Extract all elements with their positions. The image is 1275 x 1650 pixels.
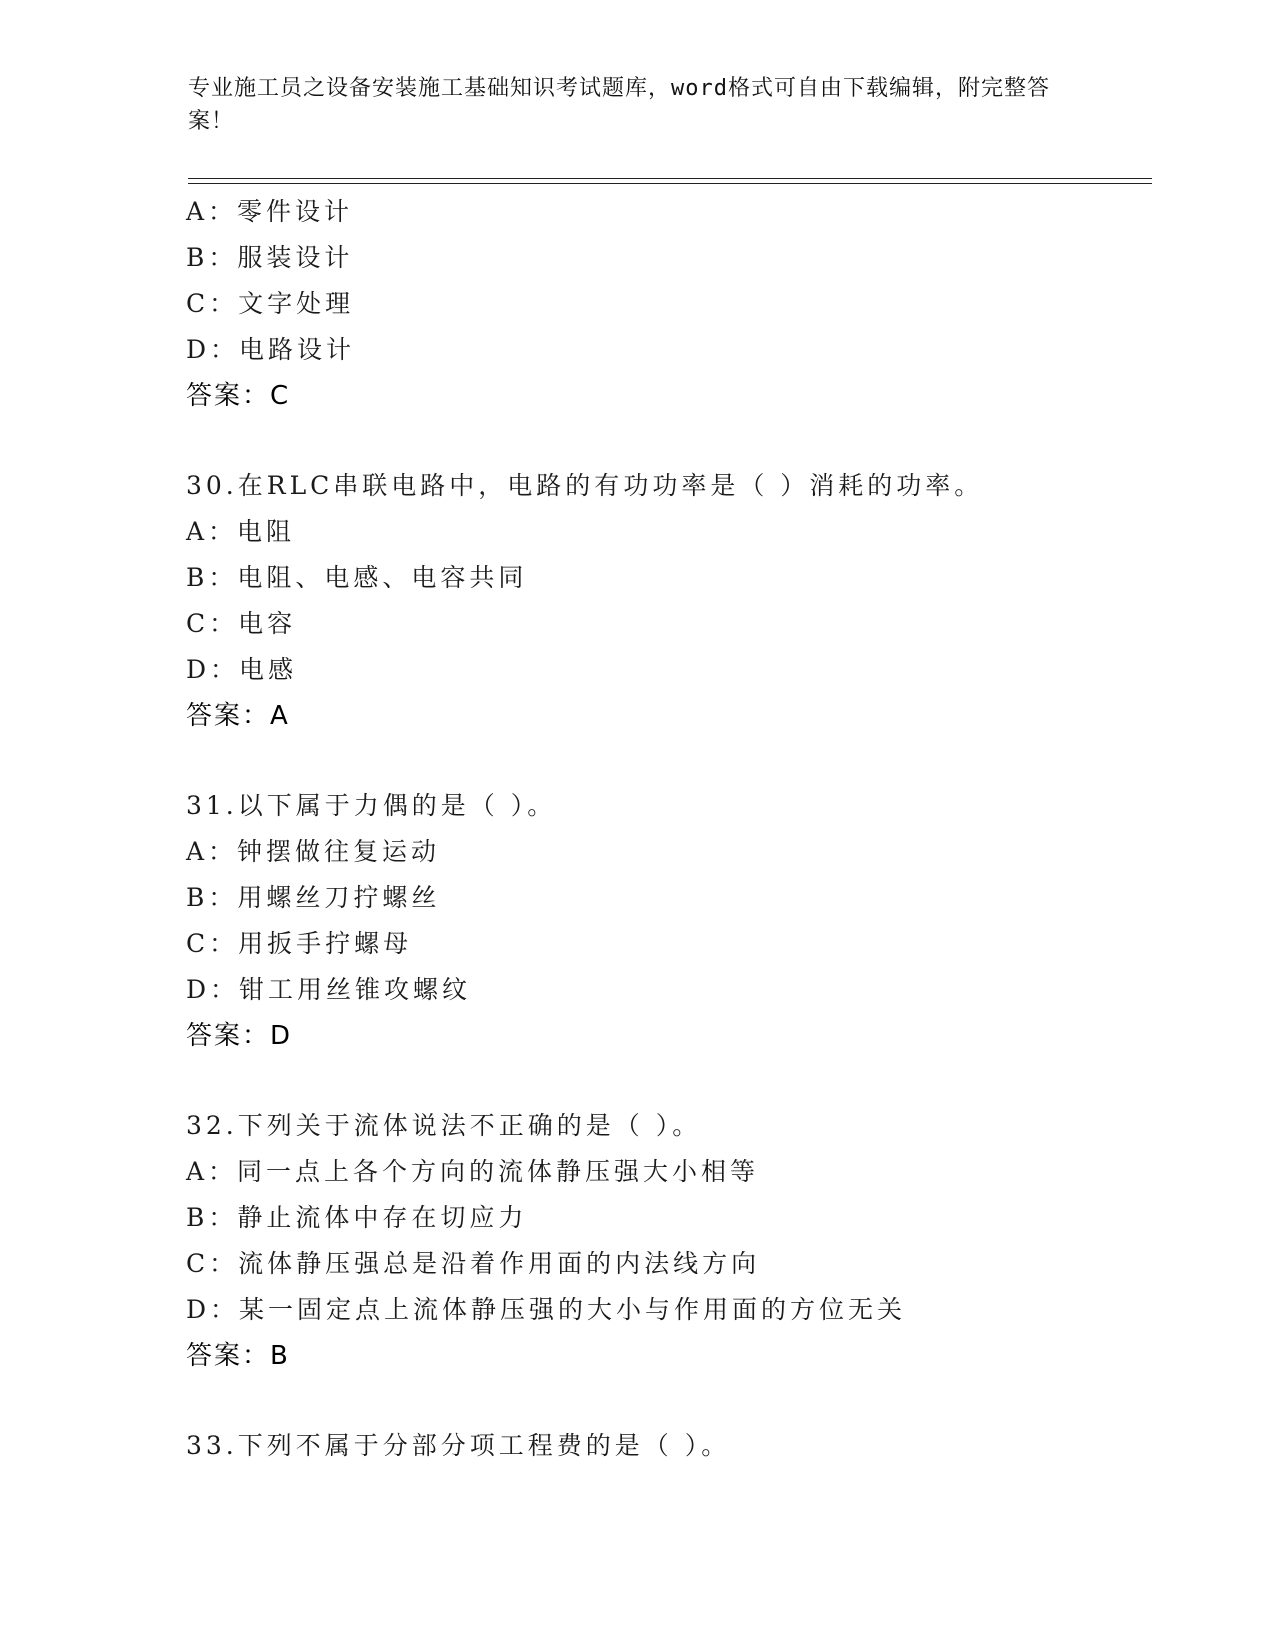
answer-line: 答案：B xyxy=(186,1341,290,1371)
option-a: A：钟摆做往复运动 xyxy=(186,837,441,866)
question-text: 32.下列关于流体说法不正确的是（ ）。 xyxy=(186,1111,702,1140)
option-d: D：电路设计 xyxy=(186,335,356,364)
header-rule-top xyxy=(188,178,1152,179)
option-c: C：用扳手拧螺母 xyxy=(186,929,413,958)
header-rule-bottom xyxy=(188,183,1152,184)
option-d: D：钳工用丝锥攻螺纹 xyxy=(186,975,472,1004)
question-text: 33.下列不属于分部分项工程费的是（ ）。 xyxy=(186,1431,731,1460)
option-b: B：电阻、电感、电容共同 xyxy=(186,563,528,592)
option-b: B：用螺丝刀拧螺丝 xyxy=(186,883,441,912)
option-d: D：电感 xyxy=(186,655,298,684)
option-c: C：流体静压强总是沿着作用面的内法线方向 xyxy=(186,1249,761,1278)
option-b: B：静止流体中存在切应力 xyxy=(186,1203,528,1232)
option-a: A：零件设计 xyxy=(186,197,354,226)
question-block xyxy=(186,1103,1166,1379)
question-block xyxy=(186,1423,1166,1469)
question-text: 30.在RLC串联电路中，电路的有功功率是（ ）消耗的功率。 xyxy=(186,471,984,500)
answer-line: 答案：D xyxy=(186,1021,293,1051)
question-block xyxy=(186,463,1166,739)
question-text: 31.以下属于力偶的是（ ）。 xyxy=(186,791,557,820)
question-block xyxy=(186,783,1166,1059)
document-header: 专业施工员之设备安装施工基础知识考试题库，word格式可自由下载编辑，附完整答案！ xyxy=(188,76,1050,134)
option-b: B：服装设计 xyxy=(186,243,354,272)
question-list xyxy=(186,189,1166,1469)
answer-line: 答案：C xyxy=(186,381,291,411)
option-d: D：某一固定点上流体静压强的大小与作用面的方位无关 xyxy=(186,1295,907,1324)
answer-line: 答案：A xyxy=(186,701,290,731)
question-block xyxy=(186,189,1166,419)
option-c: C：文字处理 xyxy=(186,289,355,318)
option-a: A：同一点上各个方向的流体静压强大小相等 xyxy=(186,1157,760,1186)
option-c: C：电容 xyxy=(186,609,297,638)
option-a: A：电阻 xyxy=(186,517,296,546)
